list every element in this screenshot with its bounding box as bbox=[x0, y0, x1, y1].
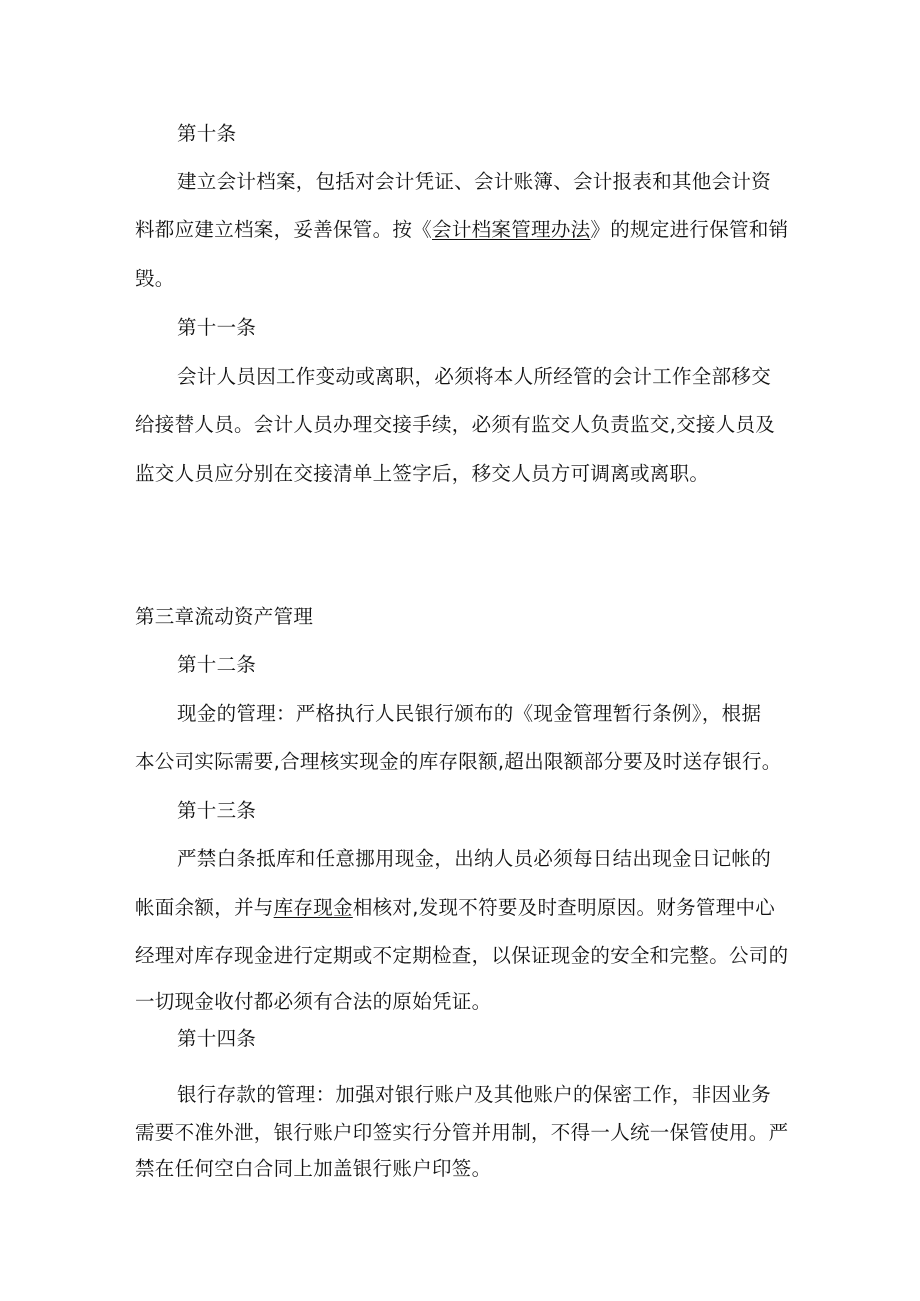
article-10-line-2 bbox=[135, 218, 788, 242]
article-10-line-1: 建立会计档案，包括对会计凭证、会计账簿、会计报表和其他会计资 bbox=[177, 170, 772, 193]
article-13-line-2 bbox=[135, 896, 775, 920]
article-13-line-2-end: 相核对,发现不符要及时查明原因。财务管理中心 bbox=[352, 896, 776, 919]
article-14-heading: 第十四条 bbox=[177, 1027, 257, 1050]
chapter-3-title: 第三章流动资产管理 bbox=[135, 605, 314, 628]
article-13-line-2-start: 帐面余额，并与 bbox=[135, 896, 274, 919]
article-14-line-2: 需要不准外泄，银行账户印签实行分管并用制，不得一人统一保管使用。严 bbox=[135, 1121, 789, 1144]
accounting-archives-regulation-link[interactable]: 会计档案管理办法 bbox=[432, 218, 591, 241]
article-11-line-2: 给接替人员。会计人员办理交接手续，必须有监交人负责监交,交接人员及 bbox=[135, 413, 776, 436]
article-12-line-2: 本公司实际需要,合理核实现金的库存限额,超出限额部分要及时送存银行。 bbox=[135, 750, 782, 773]
article-11-heading: 第十一条 bbox=[177, 316, 257, 339]
article-11-line-3: 监交人员应分别在交接清单上签字后，移交人员方可调离或离职。 bbox=[135, 462, 710, 485]
article-13-line-4: 一切现金收付都必须有合法的原始凭证。 bbox=[135, 990, 492, 1013]
article-11-line-1: 会计人员因工作变动或离职，必须将本人所经管的会计工作全部移交 bbox=[177, 365, 772, 388]
article-10-heading: 第十条 bbox=[177, 122, 237, 145]
article-12-line-1: 现金的管理：严格执行人民银行颁布的《现金管理暂行条例》，根据 bbox=[177, 702, 762, 725]
article-10-line-2-end: 》的规定进行保管和销 bbox=[590, 218, 789, 241]
article-13-line-3: 经理对库存现金进行定期或不定期检查，以保证现金的安全和完整。公司的 bbox=[135, 944, 789, 967]
cash-on-hand-link[interactable]: 库存现金 bbox=[273, 896, 353, 919]
article-13-heading: 第十三条 bbox=[177, 799, 257, 822]
article-10-line-2-start: 料都应建立档案，妥善保管。按《 bbox=[135, 218, 433, 241]
article-14-line-1: 银行存款的管理：加强对银行账户及其他账户的保密工作，非因业务 bbox=[177, 1083, 772, 1106]
article-13-line-1: 严禁白条抵库和任意挪用现金，出纳人员必须每日结出现金日记帐的 bbox=[177, 847, 772, 870]
article-10-line-3: 毁。 bbox=[135, 267, 175, 290]
article-12-heading: 第十二条 bbox=[177, 653, 257, 676]
article-14-line-3: 禁在任何空白合同上加盖银行账户印签。 bbox=[135, 1157, 492, 1180]
